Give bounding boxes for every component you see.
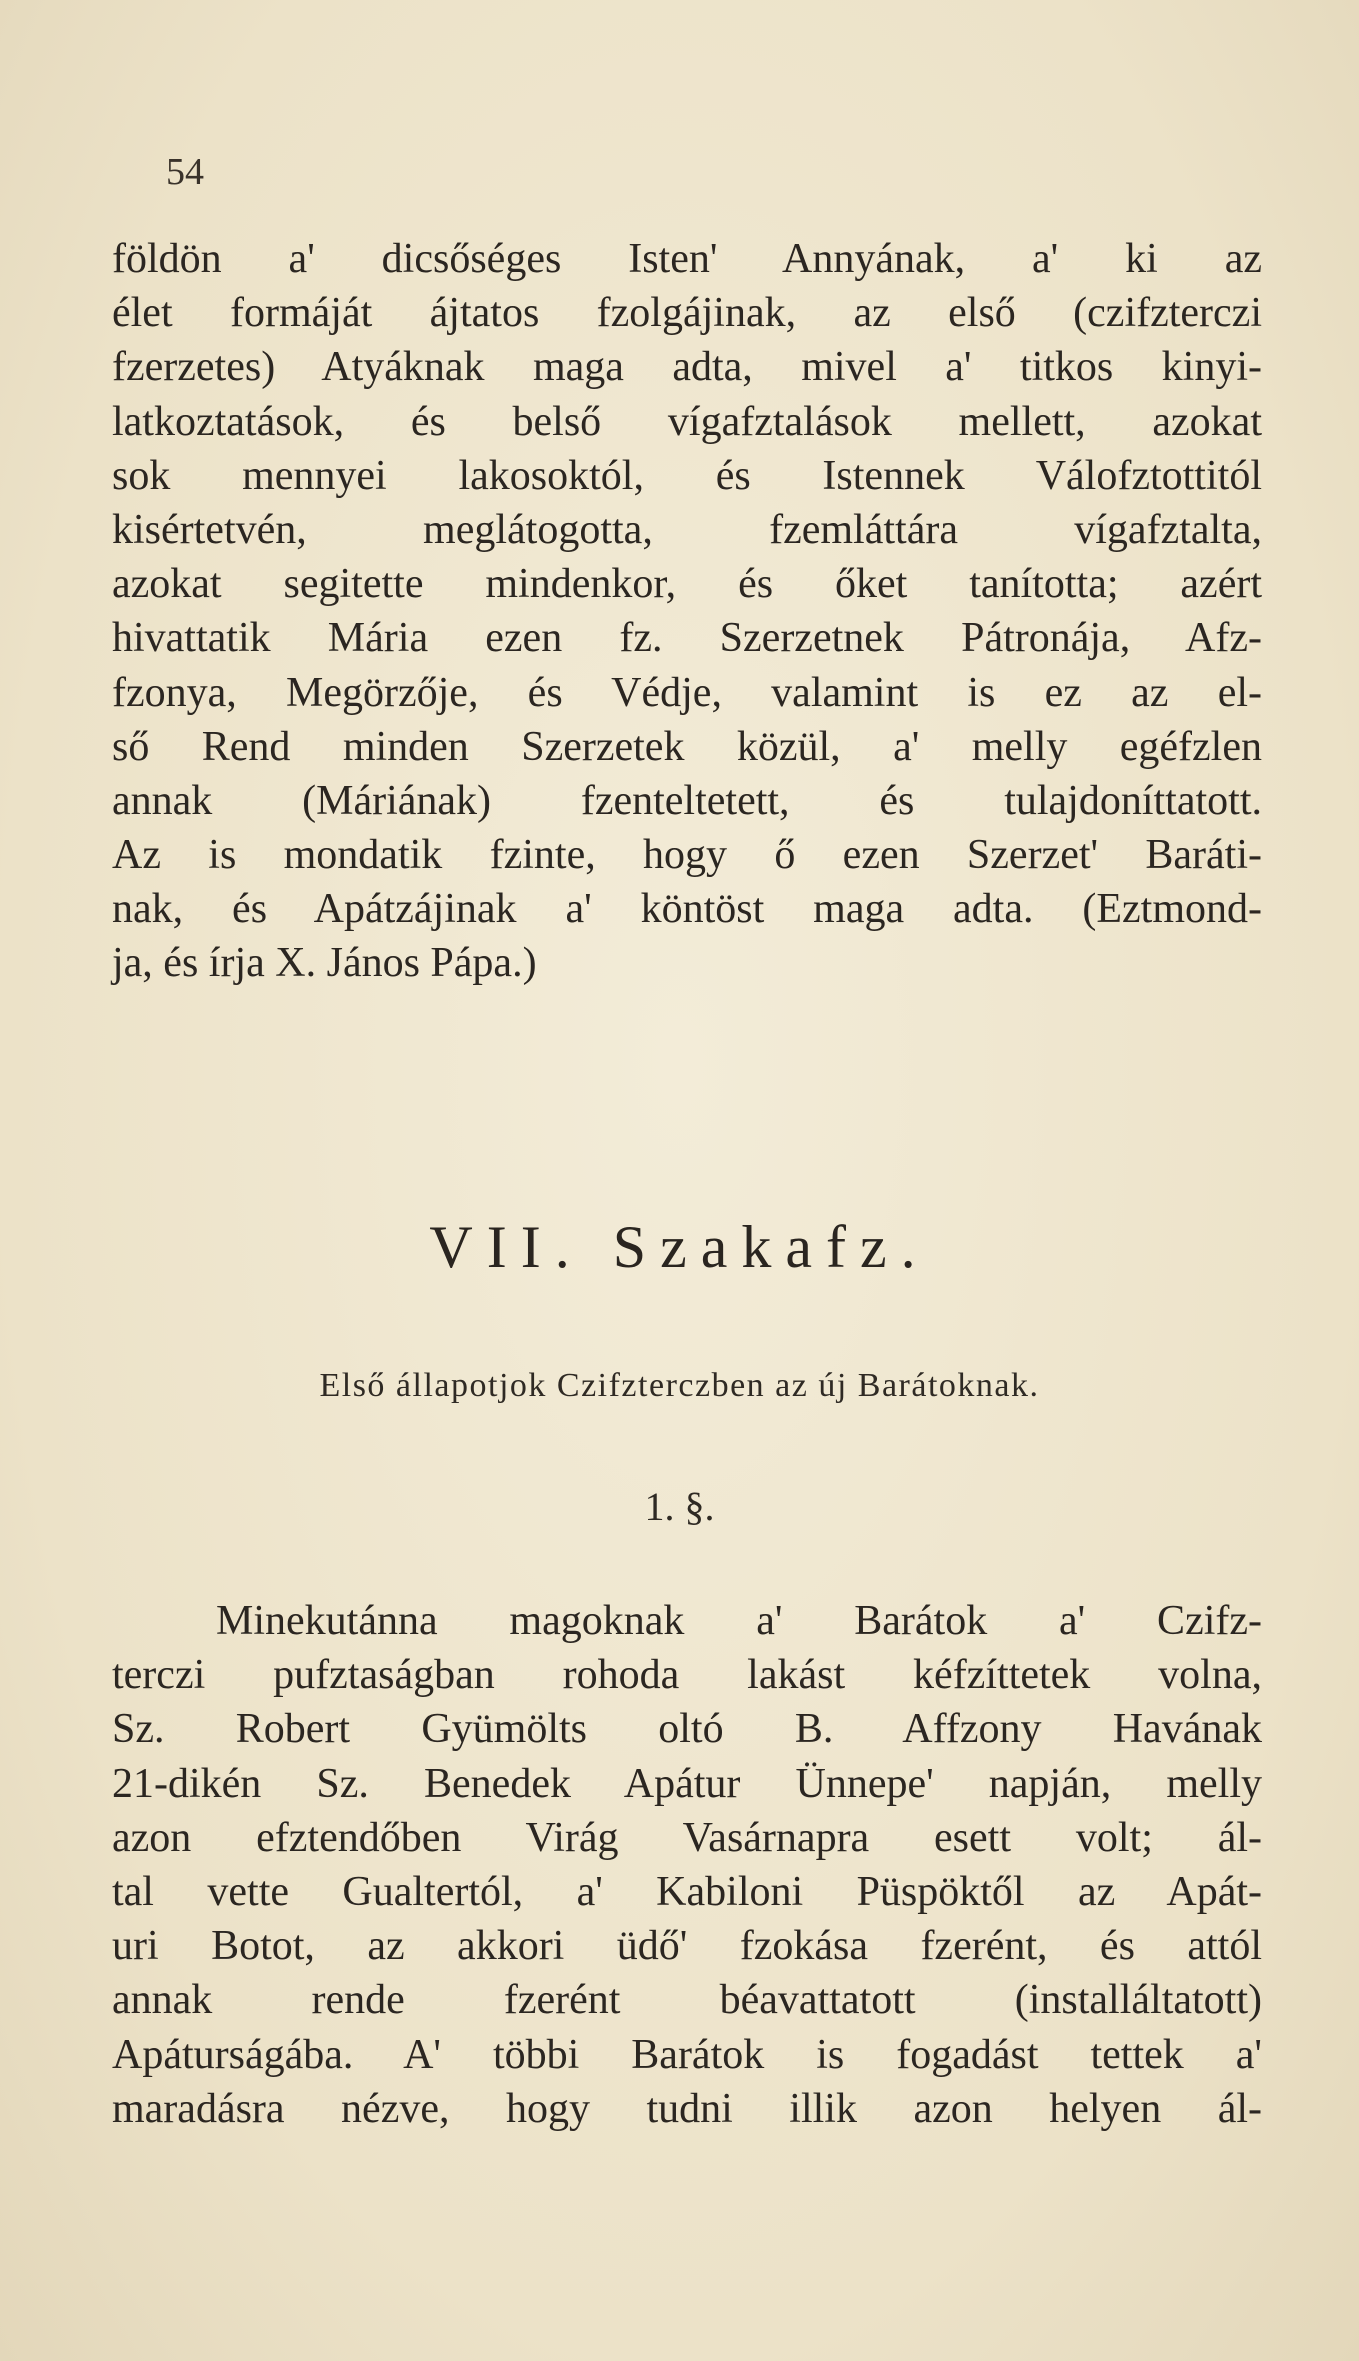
text-line: ja, és írja X. János Pápa.)	[112, 940, 537, 987]
text-line: annak (Máriának) fzenteltetett, és tulajdoníttatott.	[112, 777, 1262, 824]
text-line: maradásra nézve, hogy tudni illik azon helyen ál-	[112, 2085, 1262, 2132]
text-line: Az is mondatik fzinte, hogy ő ezen Szerzet' Baráti-	[112, 832, 1262, 879]
text-line: sok mennyei lakosoktól, és Istennek Válofztottitól	[112, 452, 1262, 499]
text-line: Sz. Robert Gyümölts oltó B. Affzony Havának	[112, 1706, 1262, 1753]
text-line: annak rende fzerént béavattatott (installáltatott)	[112, 1977, 1262, 2024]
text-line: élet formáját ájtatos fzolgájinak, az első (czifzterczi	[112, 290, 1262, 337]
text-line: kisértetvén, meglátogotta, fzemláttára vígafztalta,	[112, 506, 1262, 553]
text-line: ső Rend minden Szerzetek közül, a' melly egéfzlen	[112, 723, 1262, 770]
text-line: latkoztatások, és belső vígafztalások mellett, azokat	[112, 398, 1262, 445]
text-line: földön a' dicsőséges Isten' Annyának, a' ki az	[112, 236, 1262, 282]
text-line: nak, és Apátzájinak a' köntöst maga adta. (Eztmond-	[112, 886, 1262, 933]
text-line: hivattatik Mária ezen fz. Szerzetnek Pátronája, Afz-	[112, 615, 1262, 662]
text-line: terczi pufztaságban rohoda lakást kéfzíttetek volna,	[112, 1652, 1262, 1699]
text-line: fzerzetes) Atyáknak maga adta, mivel a' titkos kinyi-	[112, 344, 1262, 391]
section-number: 1. §.	[644, 1484, 715, 1529]
text-line: Minekutánna magoknak a' Barátok a' Czifz-	[216, 1598, 1262, 1644]
text-line: tal vette Gualtertól, a' Kabiloni Püspöktől az Apát-	[112, 1868, 1262, 1915]
text-line: 21-dikén Sz. Benedek Apátur Ünnepe' napján, melly	[112, 1760, 1262, 1807]
chapter-heading: VII. Szakafz.	[429, 1214, 930, 1280]
page-number: 54	[166, 151, 204, 193]
paragraph-2	[112, 1594, 1262, 2136]
paragraph-1	[112, 232, 1262, 991]
text-line: uri Botot, az akkori üdő' fzokása fzerént, és attól	[112, 1923, 1262, 1970]
text-line: Apáturságába. A' többi Barátok is fogadást tettek a'	[112, 2031, 1262, 2078]
text-line: fzonya, Megörzője, és Védje, valamint is ez az el-	[112, 669, 1262, 716]
text-line: azokat segitette mindenkor, és őket tanította; azért	[112, 561, 1262, 608]
text-line: azon efztendőben Virág Vasárnapra esett volt; ál-	[112, 1814, 1262, 1861]
chapter-subtitle: Első állapotjok Czifzterczben az új Barátoknak.	[319, 1367, 1040, 1404]
